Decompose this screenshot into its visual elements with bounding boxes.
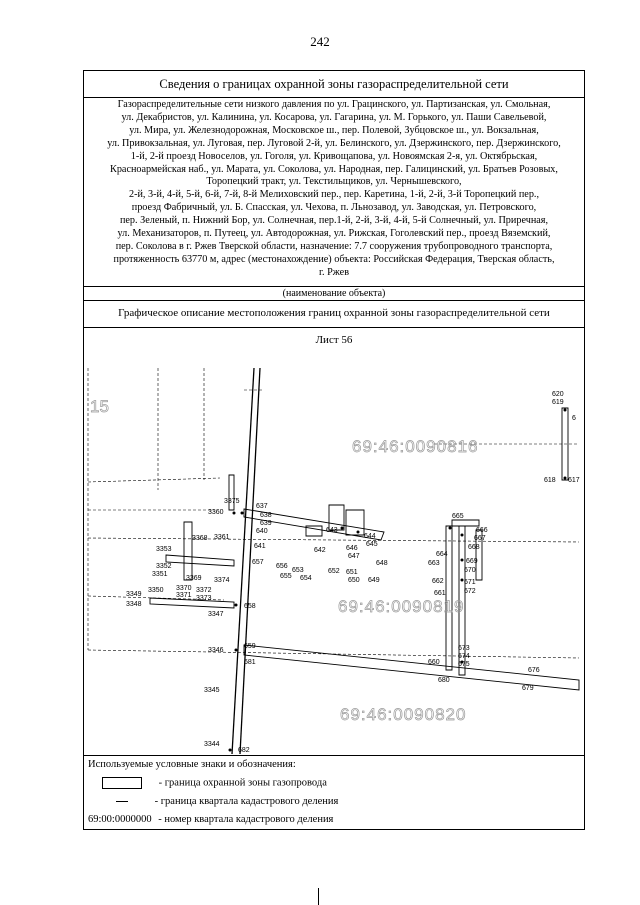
point-label: 3373 — [196, 595, 212, 602]
point-label: 654 — [300, 575, 312, 582]
description-line: Красноармейская наб., ул. Марата, ул. Соколова, ул. Народная, пер. Галицинский, ул. Братьев Розовых, — [110, 163, 558, 175]
zone-boundary-symbol — [102, 777, 142, 789]
point-label: 3374 — [214, 577, 230, 584]
point-label: 617 — [568, 477, 580, 484]
point-label: 669 — [466, 558, 478, 565]
point-label: 659 — [244, 643, 256, 650]
point-label: 649 — [368, 577, 380, 584]
point-label: 644 — [364, 533, 376, 540]
point-label: 651 — [346, 569, 358, 576]
quarter-number-fragment: 15 — [90, 397, 109, 416]
description-line: пер. Соколова в г. Ржев Тверской области, назначение: 7.7 сооружения трубопроводного транспорта, — [115, 240, 553, 252]
object-description — [84, 98, 584, 287]
point-label: 667 — [474, 535, 486, 542]
point-label: 682 — [238, 747, 250, 754]
point-label: 653 — [292, 567, 304, 574]
point-label: 619 — [552, 399, 564, 406]
point-label: 657 — [252, 559, 264, 566]
point-label: 652 — [328, 568, 340, 575]
graphic-description-title: Графическое описание местоположения границ охранной зоны газораспределительной сети — [84, 301, 584, 328]
point-label: 3345 — [204, 687, 220, 694]
point-label: 670 — [464, 567, 476, 574]
description-line: ул. Декабристов, ул. Калинина, ул. Косарова, ул. Гагарина, ул. М. Горького, ул. Паши Савельевой, — [121, 111, 547, 123]
point-label: 668 — [468, 544, 480, 551]
point-label: 3375 — [224, 498, 240, 505]
point-label: 641 — [254, 543, 266, 550]
description-line: проезд Фабричный, ул. Б. Спасская, ул. Чехова, п. Льнозавод, ул. Заводская, ул. Петровского, — [131, 202, 537, 214]
description-line: ул. Механизаторов, п. Путеец, ул. Автодорожная, ул. Рижская, Гоголевский пер., проезд Вяземский, — [117, 228, 551, 240]
point-label: 3346 — [208, 647, 224, 654]
cadastral-map — [84, 350, 584, 754]
legend-item-quarter — [88, 796, 338, 807]
point-label: 637 — [256, 503, 268, 510]
section-title: Сведения о границах охранной зоны газораспределительной сети — [84, 71, 584, 98]
point-label: 3360 — [208, 509, 224, 516]
legend-item-code — [88, 814, 333, 825]
point-label: 674 — [458, 653, 470, 660]
point-label: 3372 — [196, 587, 212, 594]
point-label: 658 — [244, 603, 256, 610]
point-label: 3370 — [176, 585, 192, 592]
zone-boundary — [150, 598, 234, 608]
description-line: Газораспределительные сети низкого давления по ул. Грацинского, ул. Партизанская, ул. Смольная, — [117, 99, 551, 110]
point-label: 671 — [464, 579, 476, 586]
point-label: 650 — [348, 577, 360, 584]
point-label: 3352 — [156, 563, 172, 570]
page-number: 242 — [310, 34, 330, 49]
description-line: пер. Зеленый, п. Нижний Бор, ул. Солнечная, пер.1-й, 2-й, 3-й, 4-й, 5-й Солнечный, ул. Приречная, — [119, 215, 549, 227]
point-label: 618 — [544, 477, 556, 484]
point-label: 662 — [432, 578, 444, 585]
point-label: 648 — [376, 560, 388, 567]
legend-item-zone — [88, 777, 327, 789]
zone-boundary — [452, 520, 479, 526]
point-label: 643 — [326, 527, 338, 534]
sheet-label: Лист 56 — [315, 334, 353, 346]
point-label: 640 — [256, 528, 268, 535]
map-panel — [84, 328, 584, 756]
point-label: 656 — [276, 563, 288, 570]
legend — [84, 756, 584, 831]
zone-boundary — [184, 522, 192, 580]
description-line: 1-й, 2-й проезд Новоселов, ул. Гоголя, ул. Кривощапова, ул. Новоямская 2-я, ул. Октябрьская, — [130, 150, 538, 162]
quarter-number: 69:46:0090819 — [338, 597, 465, 616]
document-frame — [83, 70, 585, 830]
point-label: 645 — [366, 541, 378, 548]
quarter-number: 69:46:0090820 — [340, 705, 467, 724]
point-label: 3349 — [126, 591, 142, 598]
point-label: 663 — [428, 560, 440, 567]
description-line: ул. Привокзальная, ул. Луговая, пер. Луговой 2-й, ул. Белинского, ул. Дзержинского, пер. Дзержинского, — [107, 137, 561, 149]
point-label: 6 — [572, 415, 576, 422]
point-label: 675 — [458, 661, 470, 668]
description-line: ул. Мира, ул. Железнодорожная, Московское ш., пер. Полевой, Зубцовское ш., ул. Вокзальная, — [129, 124, 539, 136]
description-line: Торопецкий тракт, ул. Текстильщиков, ул. Чернышевского, — [206, 176, 462, 188]
point-label: 672 — [464, 588, 476, 595]
point-label: 620 — [552, 391, 564, 398]
point-label: 676 — [528, 667, 540, 674]
point-label: 661 — [434, 590, 446, 597]
page-edge-mark — [318, 888, 319, 905]
point-label: 679 — [522, 685, 534, 692]
quarter-boundary — [88, 478, 220, 482]
point-label: 3347 — [208, 611, 224, 618]
point-label: 642 — [314, 547, 326, 554]
point-label: 3369 — [186, 575, 202, 582]
point-label: 638 — [260, 512, 272, 519]
legend-text: - граница квартала кадастрового деления — [154, 796, 339, 807]
point-label: 666 — [476, 527, 488, 534]
description-line: протяженность 63770 м, адрес (местонахождение) объекта: Российская Федерация, Тверская область, — [113, 253, 555, 265]
quarter-code-symbol: 69:00:0000000 — [88, 814, 152, 825]
point-label: 3371 — [176, 592, 192, 599]
object-name-caption: (наименование объекта) — [84, 287, 584, 301]
point-label: 665 — [452, 513, 464, 520]
point-label: 681 — [244, 659, 256, 666]
point-label: 3350 — [148, 587, 164, 594]
zone-boundary — [346, 510, 364, 535]
point-label: 660 — [428, 659, 440, 666]
point-label: 3361 — [214, 534, 230, 541]
description-line: 2-й, 3-й, 4-й, 5-й, 6-й, 7-й, 8-й Мелиховский пер., пер. Каретина, 1-й, 2-й, 3-й Торопецкий пер., — [128, 189, 540, 201]
point-label: 3348 — [126, 601, 142, 608]
point-label: 3368 — [192, 535, 208, 542]
point-label: 664 — [436, 551, 448, 558]
point-label: 655 — [280, 573, 292, 580]
point-label: 639 — [260, 520, 272, 527]
point-label: 680 — [438, 677, 450, 684]
quarter-number: 69:46:0090816 — [352, 437, 479, 456]
description-line: г. Ржев — [318, 266, 350, 278]
point-label: 3353 — [156, 546, 172, 553]
legend-header: Используемые условные знаки и обозначения: — [88, 759, 296, 770]
quarter-boundary-symbol — [116, 801, 128, 802]
point-label: 673 — [458, 645, 470, 652]
zone-boundary — [166, 555, 234, 566]
point-label: 3351 — [152, 571, 168, 578]
point-label: 3344 — [204, 741, 220, 748]
quarter-boundary — [88, 538, 579, 542]
legend-text: - граница охранной зоны газопровода — [158, 777, 327, 789]
point-label: 647 — [348, 553, 360, 560]
legend-text: - номер квартала кадастрового деления — [158, 814, 334, 825]
point-label: 646 — [346, 545, 358, 552]
